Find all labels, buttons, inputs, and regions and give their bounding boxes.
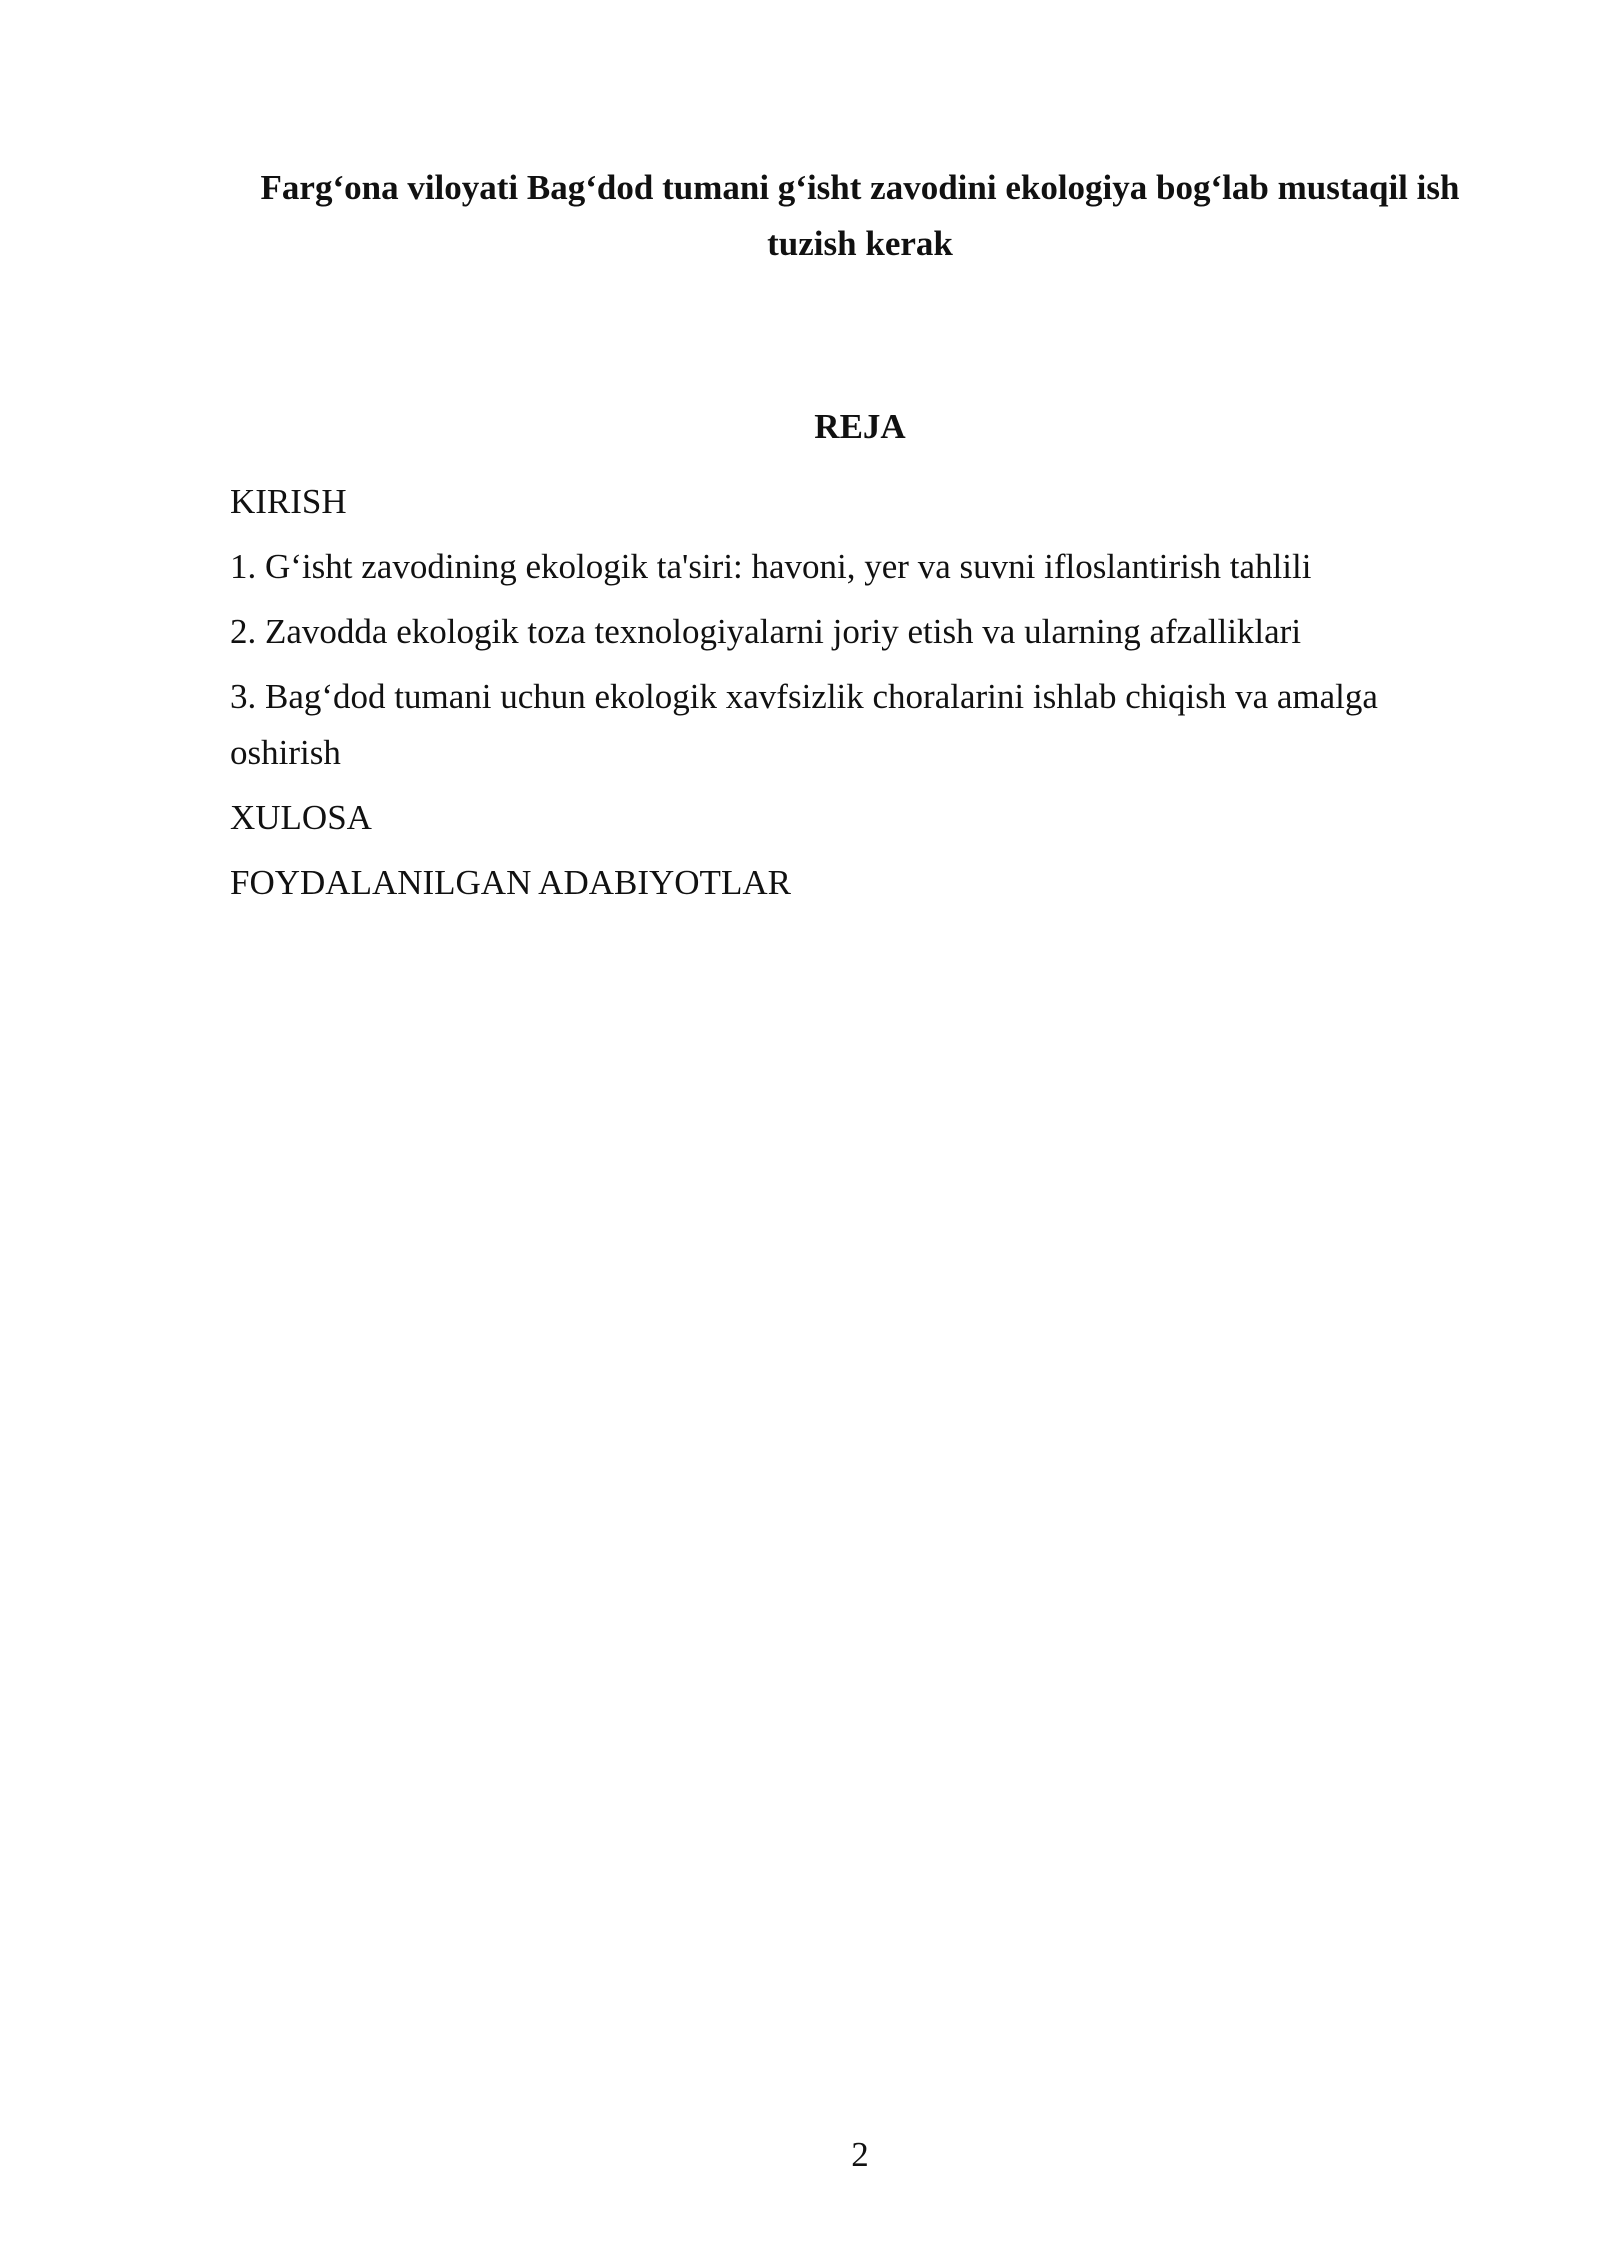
document-title: Farg‘ona viloyati Bag‘dod tumani g‘isht zavodini ekologiya bog‘lab mustaqil ish tuzish kerak <box>260 168 1460 263</box>
plan-heading: REJA <box>814 407 906 446</box>
plan-item-introduction: KIRISH <box>230 482 347 521</box>
plan-item-conclusion: XULOSA <box>230 798 372 837</box>
plan-item-2: 2. Zavodda ekologik toza texnologiyalarni joriy etish va ularning afzalliklari <box>230 612 1302 651</box>
plan-item-references: FOYDALANILGAN ADABIYOTLAR <box>230 863 791 902</box>
plan-item-3: 3. Bag‘dod tumani uchun ekologik xavfsizlik choralarini ishlab chiqish va amalga oshirish <box>230 677 1378 772</box>
plan-item-1: 1. G‘isht zavodining ekologik ta'siri: havoni, yer va suvni ifloslantirish tahlili <box>230 547 1312 586</box>
page-number: 2 <box>851 2135 869 2174</box>
plan-list <box>230 474 1490 920</box>
